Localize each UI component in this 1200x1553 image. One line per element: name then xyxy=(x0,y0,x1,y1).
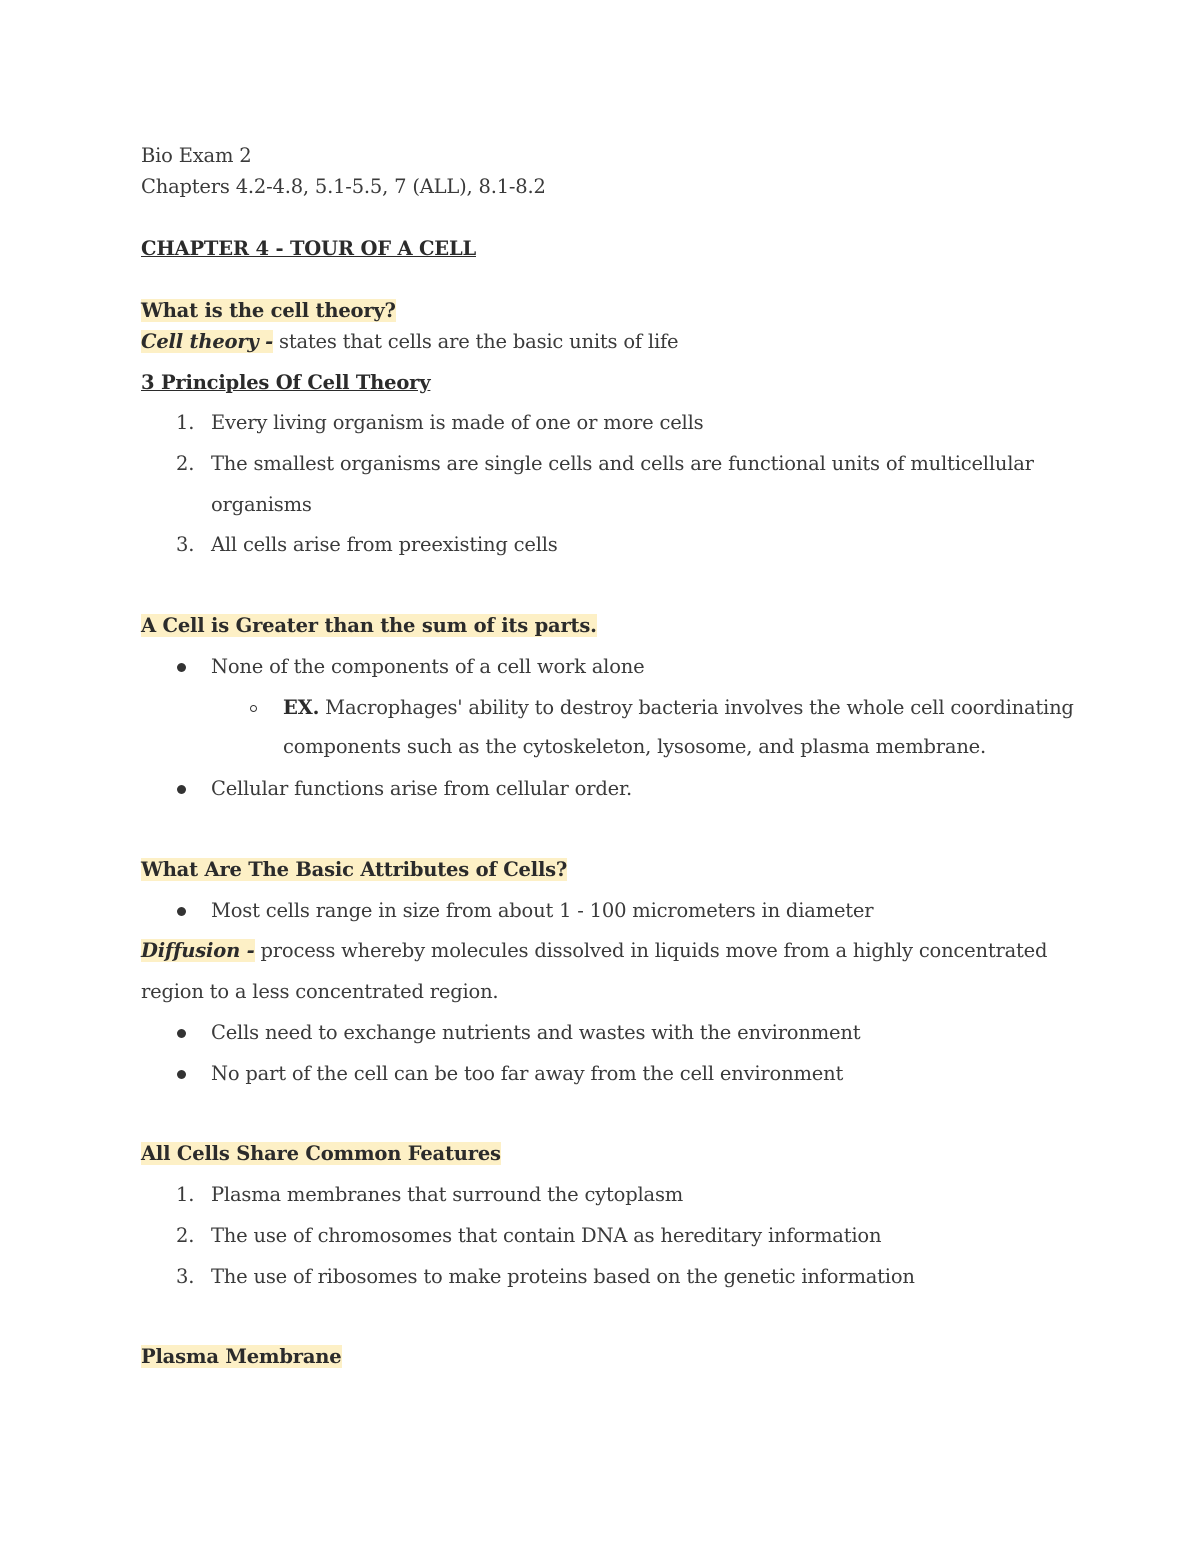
bullet-item: Cellular functions arise from cellular order. xyxy=(211,777,632,800)
bullet-icon xyxy=(177,1070,186,1079)
example-label: EX. xyxy=(283,696,320,719)
highlighted-heading: Plasma Membrane xyxy=(141,1345,342,1368)
highlighted-question: What is the cell theory? xyxy=(141,299,396,322)
list-item: The use of chromosomes that contain DNA as hereditary information xyxy=(211,1224,882,1247)
bullet-item: None of the components of a cell work alone xyxy=(211,655,645,678)
list-item: The use of ribosomes to make proteins based on the genetic information xyxy=(211,1265,915,1288)
bullet-icon xyxy=(177,907,186,916)
document-title: Bio Exam 2 xyxy=(141,144,252,167)
bullet-item: No part of the cell can be too far away from the cell environment xyxy=(211,1062,844,1085)
diffusion-continuation: region to a less concentrated region. xyxy=(141,980,499,1003)
section-heading xyxy=(141,1140,501,1168)
bullet-icon xyxy=(177,663,186,672)
cell-theory-definition xyxy=(141,328,678,356)
list-item-continuation: organisms xyxy=(211,493,312,516)
bullet-icon xyxy=(177,785,186,794)
highlighted-heading: What Are The Basic Attributes of Cells? xyxy=(141,858,568,881)
section-heading xyxy=(141,856,567,884)
list-number: 2. xyxy=(176,452,195,475)
diffusion-term: Diffusion - xyxy=(141,939,255,962)
list-number: 2. xyxy=(176,1224,195,1247)
cell-theory-text: states that cells are the basic units of life xyxy=(273,330,679,353)
section-heading xyxy=(141,1343,342,1371)
bullet-item: Most cells range in size from about 1 - 100 micrometers in diameter xyxy=(211,899,874,922)
diffusion-definition xyxy=(141,937,1047,965)
principles-heading: 3 Principles Of Cell Theory xyxy=(141,371,431,394)
example-text: Macrophages' ability to destroy bacteria involves the whole cell coordinating xyxy=(319,696,1074,719)
diffusion-text: process whereby molecules dissolved in liquids move from a highly concentrated xyxy=(254,939,1048,962)
list-number: 1. xyxy=(176,1183,195,1206)
bullet-icon xyxy=(177,1029,186,1038)
list-number: 1. xyxy=(176,411,195,434)
chapter-heading: CHAPTER 4 - TOUR OF A CELL xyxy=(141,237,476,260)
cell-theory-question xyxy=(141,297,396,325)
sub-bullet-item xyxy=(283,694,1074,722)
highlighted-heading: A Cell is Greater than the sum of its parts. xyxy=(141,614,597,637)
highlighted-heading: All Cells Share Common Features xyxy=(141,1142,501,1165)
cell-theory-term: Cell theory - xyxy=(141,330,274,353)
list-item: Plasma membranes that surround the cytoplasm xyxy=(211,1183,684,1206)
hollow-bullet-icon xyxy=(250,705,257,712)
list-item: All cells arise from preexisting cells xyxy=(211,533,558,556)
list-item: The smallest organisms are single cells and cells are functional units of multicellular xyxy=(211,452,1034,475)
chapters-line: Chapters 4.2-4.8, 5.1-5.5, 7 (ALL), 8.1-8.2 xyxy=(141,175,546,198)
bullet-item: Cells need to exchange nutrients and wastes with the environment xyxy=(211,1021,861,1044)
list-item: Every living organism is made of one or more cells xyxy=(211,411,704,434)
section-heading xyxy=(141,612,597,640)
list-number: 3. xyxy=(176,1265,195,1288)
list-number: 3. xyxy=(176,533,195,556)
sub-bullet-continuation: components such as the cytoskeleton, lysosome, and plasma membrane. xyxy=(283,735,987,758)
